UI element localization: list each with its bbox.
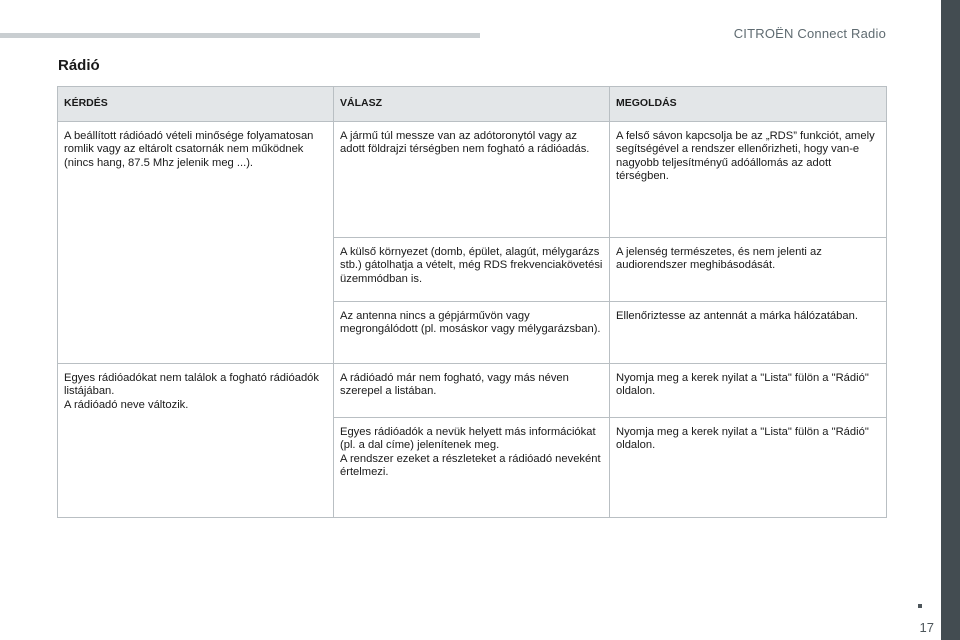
header-brand: CITROËN Connect Radio: [733, 26, 886, 41]
solution-text: Nyomja meg a kerek nyilat a "Lista" fülön a "Rádió" oldalon.: [616, 426, 869, 452]
solution-cell: [610, 238, 887, 302]
solution-cell: [610, 418, 887, 518]
solution-text: A felső sávon kapcsolja be az „RDS” funkciót, amely segítségével a rendszer ellenőrizheti, hogy van-e nagyobb teljesítményű adóállomás az adott térségben.: [616, 130, 875, 183]
troubleshooting-table: [57, 86, 887, 518]
question-text: Egyes rádióadókat nem találok a fogható rádióadók listájában. A rádióadó neve változik.: [64, 372, 319, 411]
answer-cell: [334, 364, 610, 418]
answer-cell: [334, 122, 610, 238]
page-title: Rádió: [58, 57, 100, 74]
answer-text: Az antenna nincs a gépjárművön vagy megrongálódott (pl. mosáskor vagy mélygarázsban).: [340, 310, 601, 336]
answer-text: Egyes rádióadók a nevük helyett más információkat (pl. a dal címe) jelenítenek meg. A rendszer ezeket a részleteket a rádióadó neveként értelmezi.: [340, 426, 601, 479]
answer-cell: [334, 418, 610, 518]
column-header-question: KÉRDÉS: [58, 87, 334, 122]
table-row: [58, 364, 887, 418]
answer-cell: [334, 302, 610, 364]
page-marker-dot: [918, 604, 922, 608]
question-cell: [58, 364, 334, 518]
table-row: [58, 122, 887, 238]
page-number: 17: [919, 620, 934, 635]
solution-cell: [610, 122, 887, 238]
header-rule: [0, 33, 480, 38]
answer-cell: [334, 238, 610, 302]
column-header-solution: MEGOLDÁS: [610, 87, 887, 122]
question-cell: [58, 122, 334, 364]
column-header-answer: VÁLASZ: [334, 87, 610, 122]
question-text: A beállított rádióadó vételi minősége folyamatosan romlik vagy az eltárolt csatornák nem működnek (nincs hang, 87.5 Mhz jelenik meg ...).: [64, 130, 314, 169]
table-header-row: [58, 87, 887, 122]
solution-cell: [610, 302, 887, 364]
answer-text: A külső környezet (domb, épület, alagút, mélygarázs stb.) gátolhatja a vételt, még RDS frekvenciakövetési üzemmódban is.: [340, 246, 603, 285]
solution-text: A jelenség természetes, és nem jelenti az audiorendszer meghibásodását.: [616, 246, 822, 272]
answer-text: A jármű túl messze van az adótoronytól vagy az adott földrajzi térségben nem fogható a rádióadás.: [340, 130, 590, 156]
solution-text: Nyomja meg a kerek nyilat a "Lista" fülön a "Rádió" oldalon.: [616, 372, 869, 398]
answer-text: A rádióadó már nem fogható, vagy más néven szerepel a listában.: [340, 372, 569, 398]
solution-cell: [610, 364, 887, 418]
side-strip: [941, 0, 960, 640]
solution-text: Ellenőriztesse az antennát a márka hálózatában.: [616, 310, 858, 322]
